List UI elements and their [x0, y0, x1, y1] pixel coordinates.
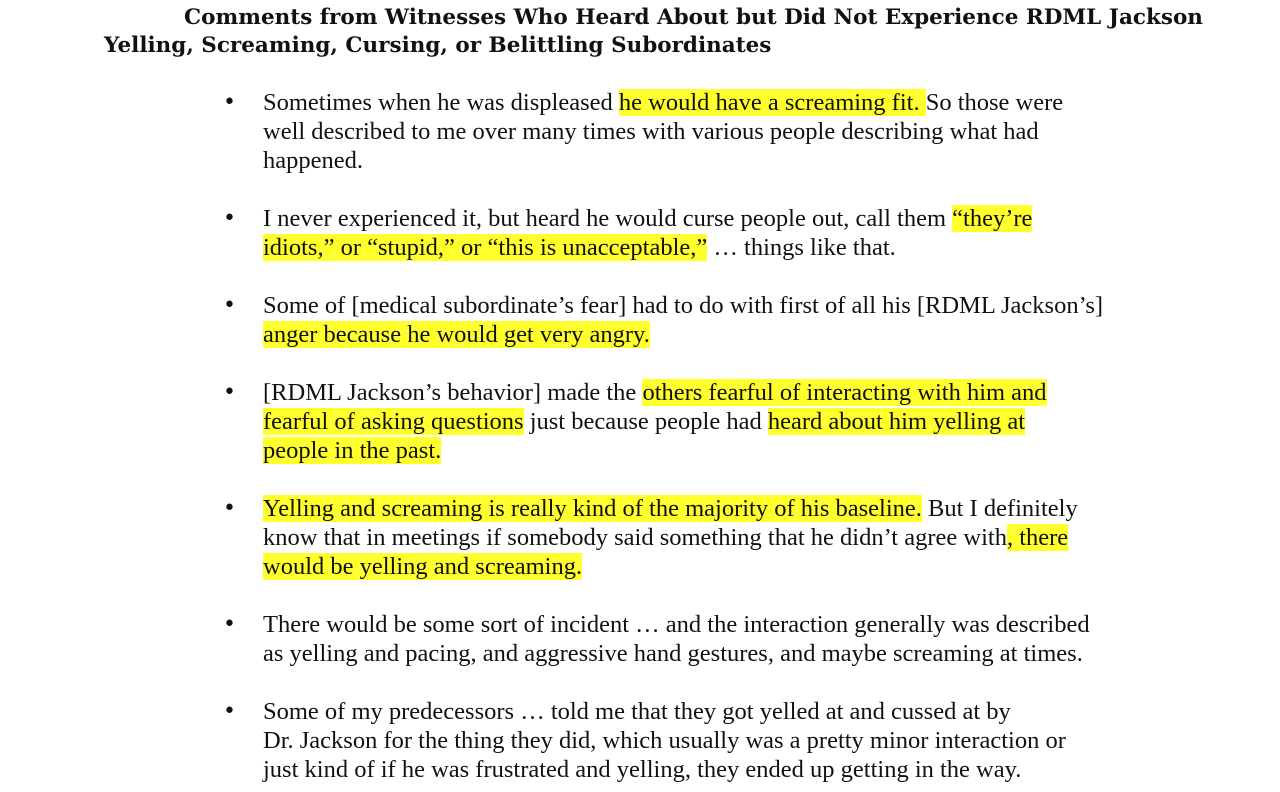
text-segment: as yelling and pacing, and aggressive hand gestures, and maybe screaming at times.: [263, 639, 1083, 667]
highlighted-text: “they’re: [952, 205, 1033, 232]
quote-line: [263, 292, 1143, 321]
highlighted-text: anger because he would get very angry.: [263, 320, 650, 348]
quote-line: [263, 147, 1143, 176]
text-segment: happened.: [263, 146, 363, 174]
quote-line: [263, 698, 1143, 727]
quote-text: [263, 89, 1143, 175]
quote-line: [263, 640, 1143, 669]
highlighted-text: Yelling and screaming is really kind of the majority of his baseline.: [263, 495, 922, 522]
highlighted-text: idiots,” or “stupid,” or “this is unacceptable,”: [263, 233, 708, 261]
highlighted-text: heard about him yelling at: [767, 407, 1026, 435]
quote-line: [263, 524, 1143, 553]
highlighted-text: he would have a screaming fit.: [618, 89, 926, 116]
bullet-icon: •: [223, 293, 236, 318]
text-segment: Some of my predecessors … told me that they got yelled at and cussed at by: [263, 698, 1011, 725]
quote-text: [263, 495, 1143, 581]
highlighted-text: , there: [1006, 523, 1069, 551]
document-title-line-1: Comments from Witnesses Who Heard About but Did Not Experience RDML Jackson: [184, 5, 1203, 30]
text-segment: I never experienced it, but heard he would curse people out, call them: [263, 205, 953, 232]
quote-line: [263, 756, 1143, 785]
bullet-icon: •: [223, 699, 236, 724]
quote-line: [263, 118, 1143, 147]
quote-line: [263, 727, 1143, 756]
text-segment: Dr. Jackson for the thing they did, which usually was a pretty minor interaction or: [263, 726, 1066, 754]
text-segment: … things like that.: [707, 233, 896, 261]
quote-line: [263, 379, 1143, 408]
text-segment: Some of [medical subordinate’s fear] had to do with first of all his [RDML Jackson’s]: [263, 292, 1104, 319]
highlighted-text: fearful of asking questions: [263, 407, 524, 435]
highlighted-text: would be yelling and screaming.: [263, 552, 583, 580]
text-segment: just kind of if he was frustrated and yelling, they ended up getting in the way.: [263, 755, 1022, 783]
document-title: [104, 4, 1203, 60]
quote-text: [263, 379, 1143, 465]
highlighted-text: people in the past.: [263, 436, 442, 464]
quote-line: [263, 553, 1143, 582]
bullet-icon: •: [223, 380, 236, 405]
quote-line: [263, 234, 1143, 263]
highlighted-text: others fearful of interacting with him and: [642, 379, 1047, 406]
quote-line: [263, 321, 1143, 350]
text-segment: just because people had: [523, 407, 768, 435]
bullet-icon: •: [223, 90, 236, 115]
text-segment: So those were: [925, 89, 1064, 116]
quote-line: [263, 611, 1143, 640]
quote-line: [263, 89, 1143, 118]
quote-line: [263, 408, 1143, 437]
quote-line: [263, 437, 1143, 466]
bullet-icon: •: [223, 496, 236, 521]
quote-text: [263, 698, 1143, 784]
quote-line: [263, 495, 1143, 524]
bullet-icon: •: [223, 612, 236, 637]
text-segment: well described to me over many times with various people describing what had: [263, 117, 1039, 145]
text-segment: [RDML Jackson’s behavior] made the: [263, 379, 643, 406]
quote-text: [263, 205, 1143, 263]
text-segment: But I definitely: [921, 495, 1078, 522]
text-segment: know that in meetings if somebody said something that he didn’t agree with: [263, 523, 1007, 551]
quote-text: [263, 292, 1143, 350]
text-segment: There would be some sort of incident … and the interaction generally was described: [263, 611, 1090, 638]
quote-line: [263, 205, 1143, 234]
bullet-icon: •: [223, 206, 236, 231]
text-segment: Sometimes when he was displeased: [263, 89, 619, 116]
document-title-line-2: Yelling, Screaming, Cursing, or Belittling Subordinates: [104, 33, 772, 58]
quote-text: [263, 611, 1143, 669]
